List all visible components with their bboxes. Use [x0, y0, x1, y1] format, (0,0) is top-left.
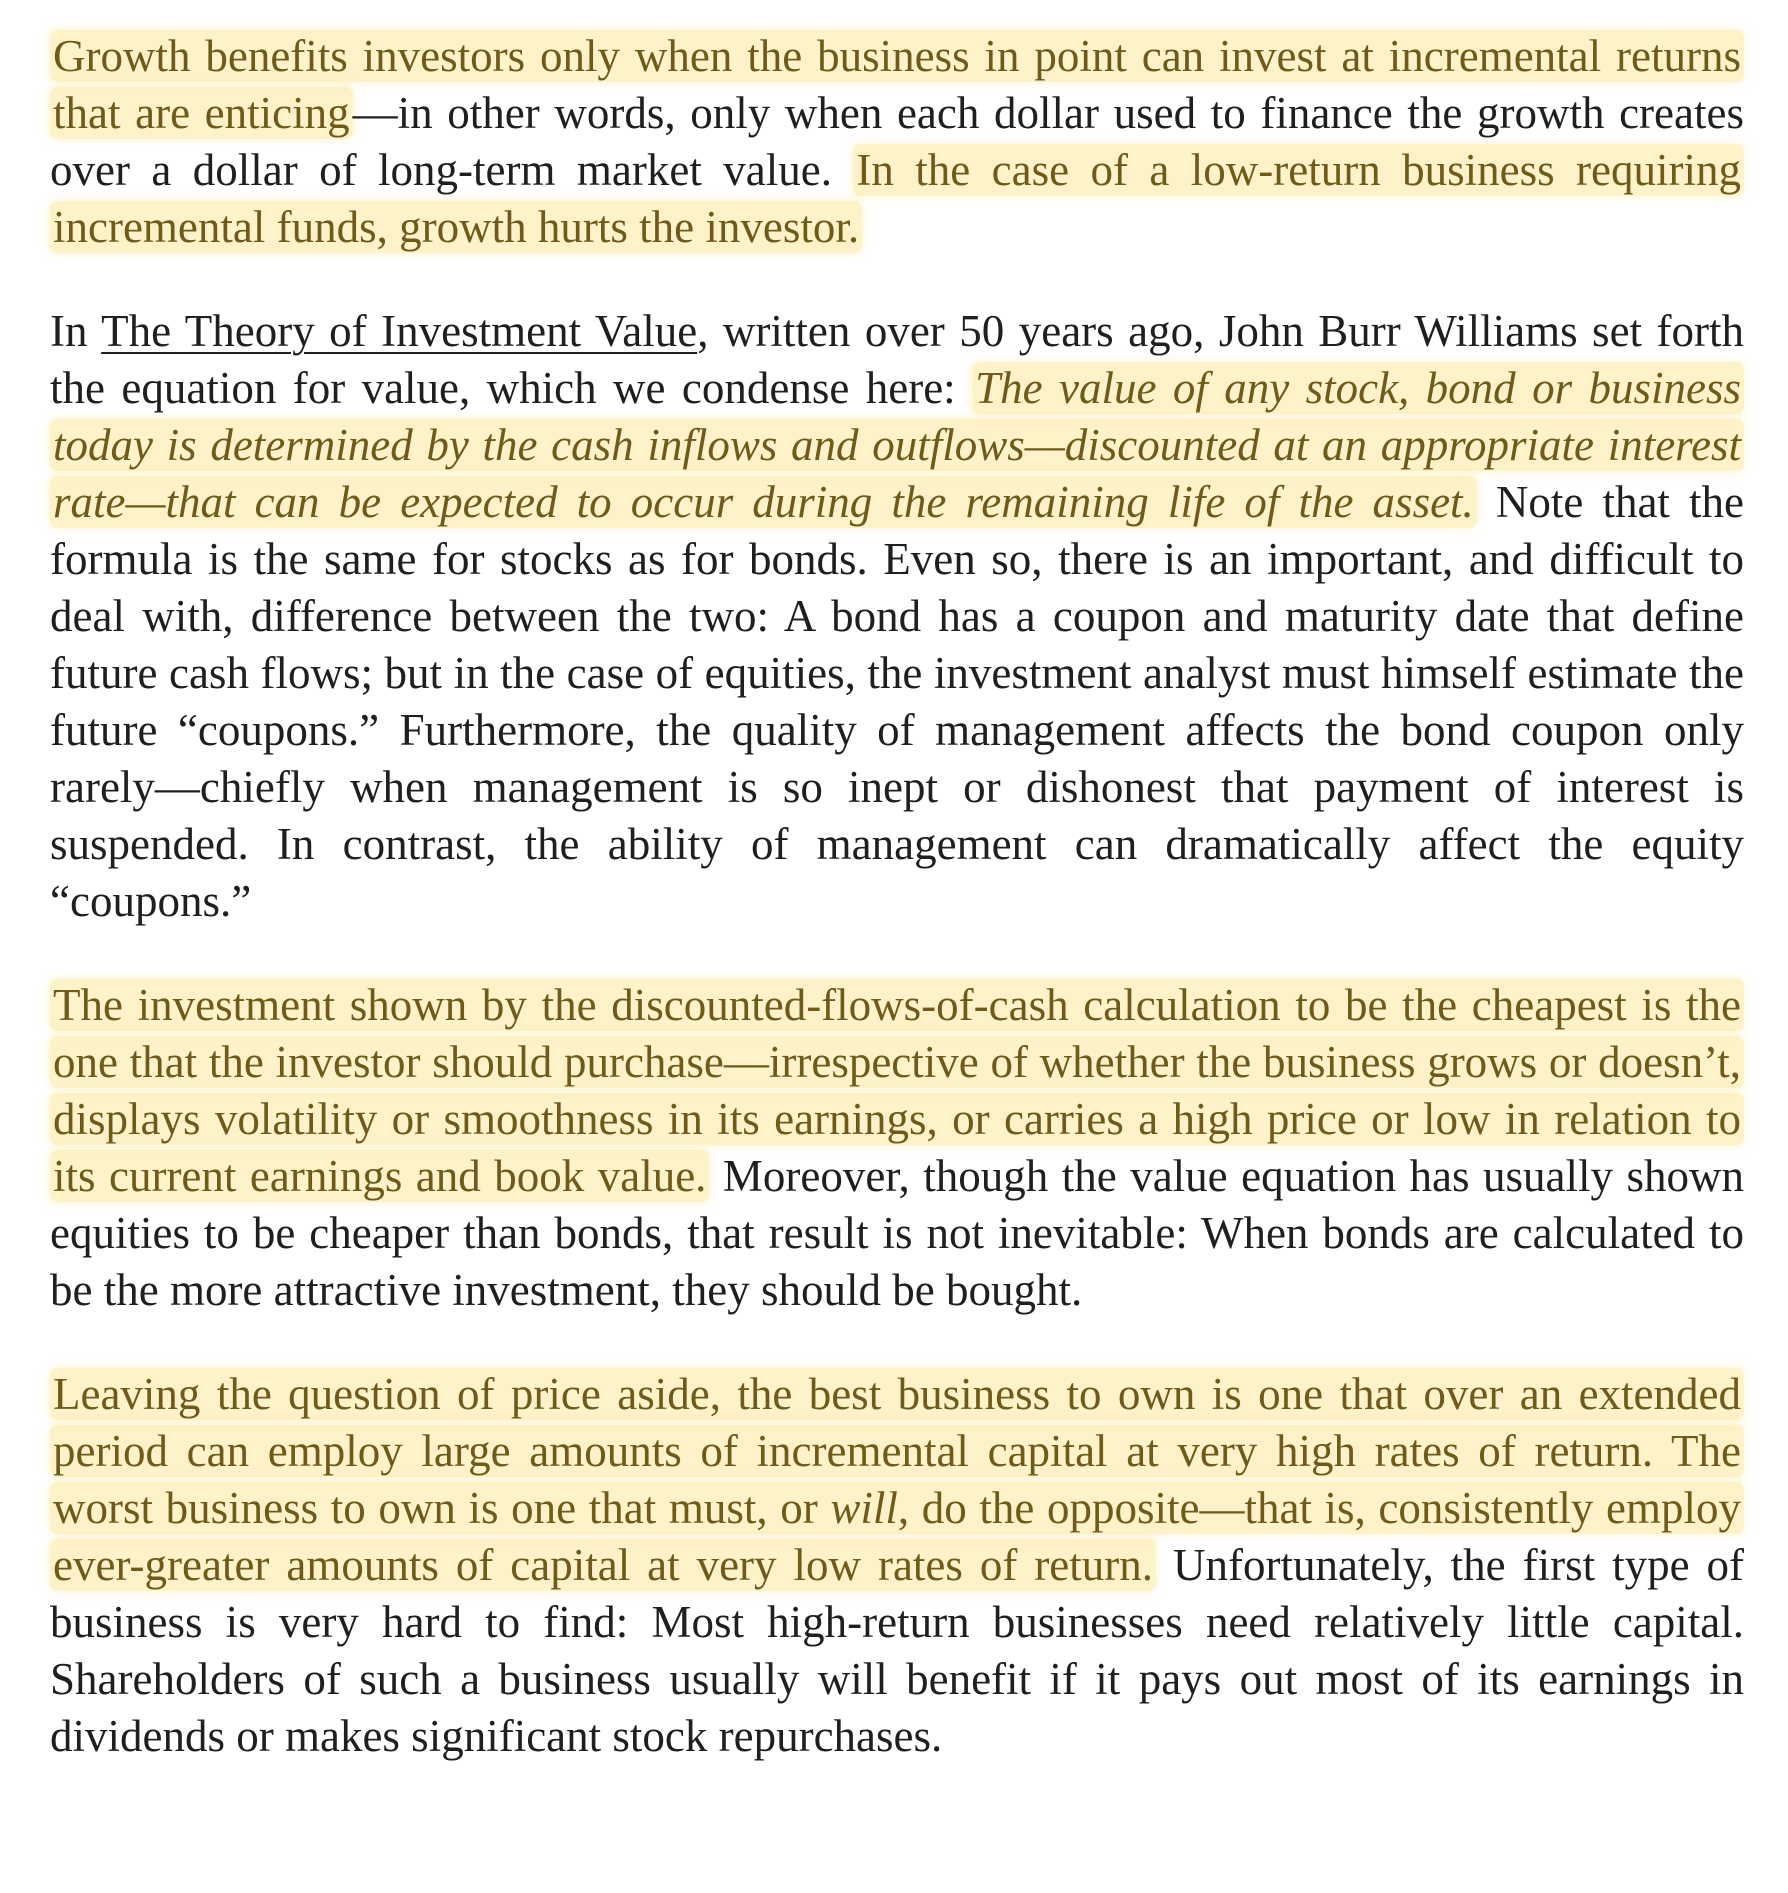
body-text: Note that the formula is the same for stocks as for bonds. Even so, there is an important, and difficult to deal with, difference between the two: A bond has a coupon and maturity date that define future cash flows; but in the case of equities, the investment analyst must himself estimate the future “coupons.” Furthermore, the quality of management affects the bond coupon only rarely—chiefly when management is so inept or dishonest that payment of interest is suspended. In contrast, the ability of management can dramatically affect the equity “coupons.”: [50, 477, 1744, 926]
highlight[interactable]: Growth benefits investors only when the business in point can invest at incremental returns that are enticing: [50, 30, 1744, 139]
body-text: Unfortunately, the first type of business is very hard to find: Most high-return businesses need relatively little capital. Shareholders of such a business usually will benefit if it pays out most of its earnings in dividends or makes significant stock repurchases.: [50, 1540, 1744, 1761]
paragraph-best-business: [50, 1366, 1744, 1765]
highlight[interactable]: In the case of a low-return business requiring incremental funds, growth hurts the investor.: [50, 144, 1744, 253]
body-text: Moreover, though the value equation has usually shown equities to be cheaper than bonds, that result is not inevitable: When bonds are calculated to be the more attractive investment, they should be bought.: [50, 1151, 1744, 1315]
paragraph-growth: [50, 28, 1744, 256]
body-text: In: [50, 306, 102, 356]
book-title: The Theory of Investment Value: [101, 306, 698, 356]
emphasis-text: will: [830, 1483, 898, 1533]
body-text: —in other words, only when each dollar used to finance the growth creates over a dollar of long-term market value.: [50, 88, 1744, 195]
highlight-text: Leaving the question of price aside, the best business to own is one that over an extended period can employ large amounts of incremental capital at very high rates of return. The worst business to own is one that must, or: [53, 1369, 1741, 1533]
paragraph-cheapest-investment: [50, 977, 1744, 1319]
highlight[interactable]: The value of any stock, bond or business today is determined by the cash inflows and outflows—discounted at an appropriate interest rate—that can be expected to occur during the remaining life of the asset.: [50, 362, 1744, 528]
highlight-text: , do the opposite—that is, consistently employ ever-greater amounts of capital at very low rates of return.: [53, 1483, 1742, 1590]
body-text: , written over 50 years ago, John Burr Williams set forth the equation for value, which we condense here:: [50, 306, 1744, 413]
highlight[interactable]: The investment shown by the discounted-flows-of-cash calculation to be the cheapest is the one that the investor should purchase—irrespective of whether the business grows or doesn’t, displays volatility or smoothness in its earnings, or carries a high price or low in relation to its current earnings and book value.: [50, 979, 1744, 1202]
document-page: [50, 28, 1744, 1812]
paragraph-theory-of-value: [50, 303, 1744, 930]
